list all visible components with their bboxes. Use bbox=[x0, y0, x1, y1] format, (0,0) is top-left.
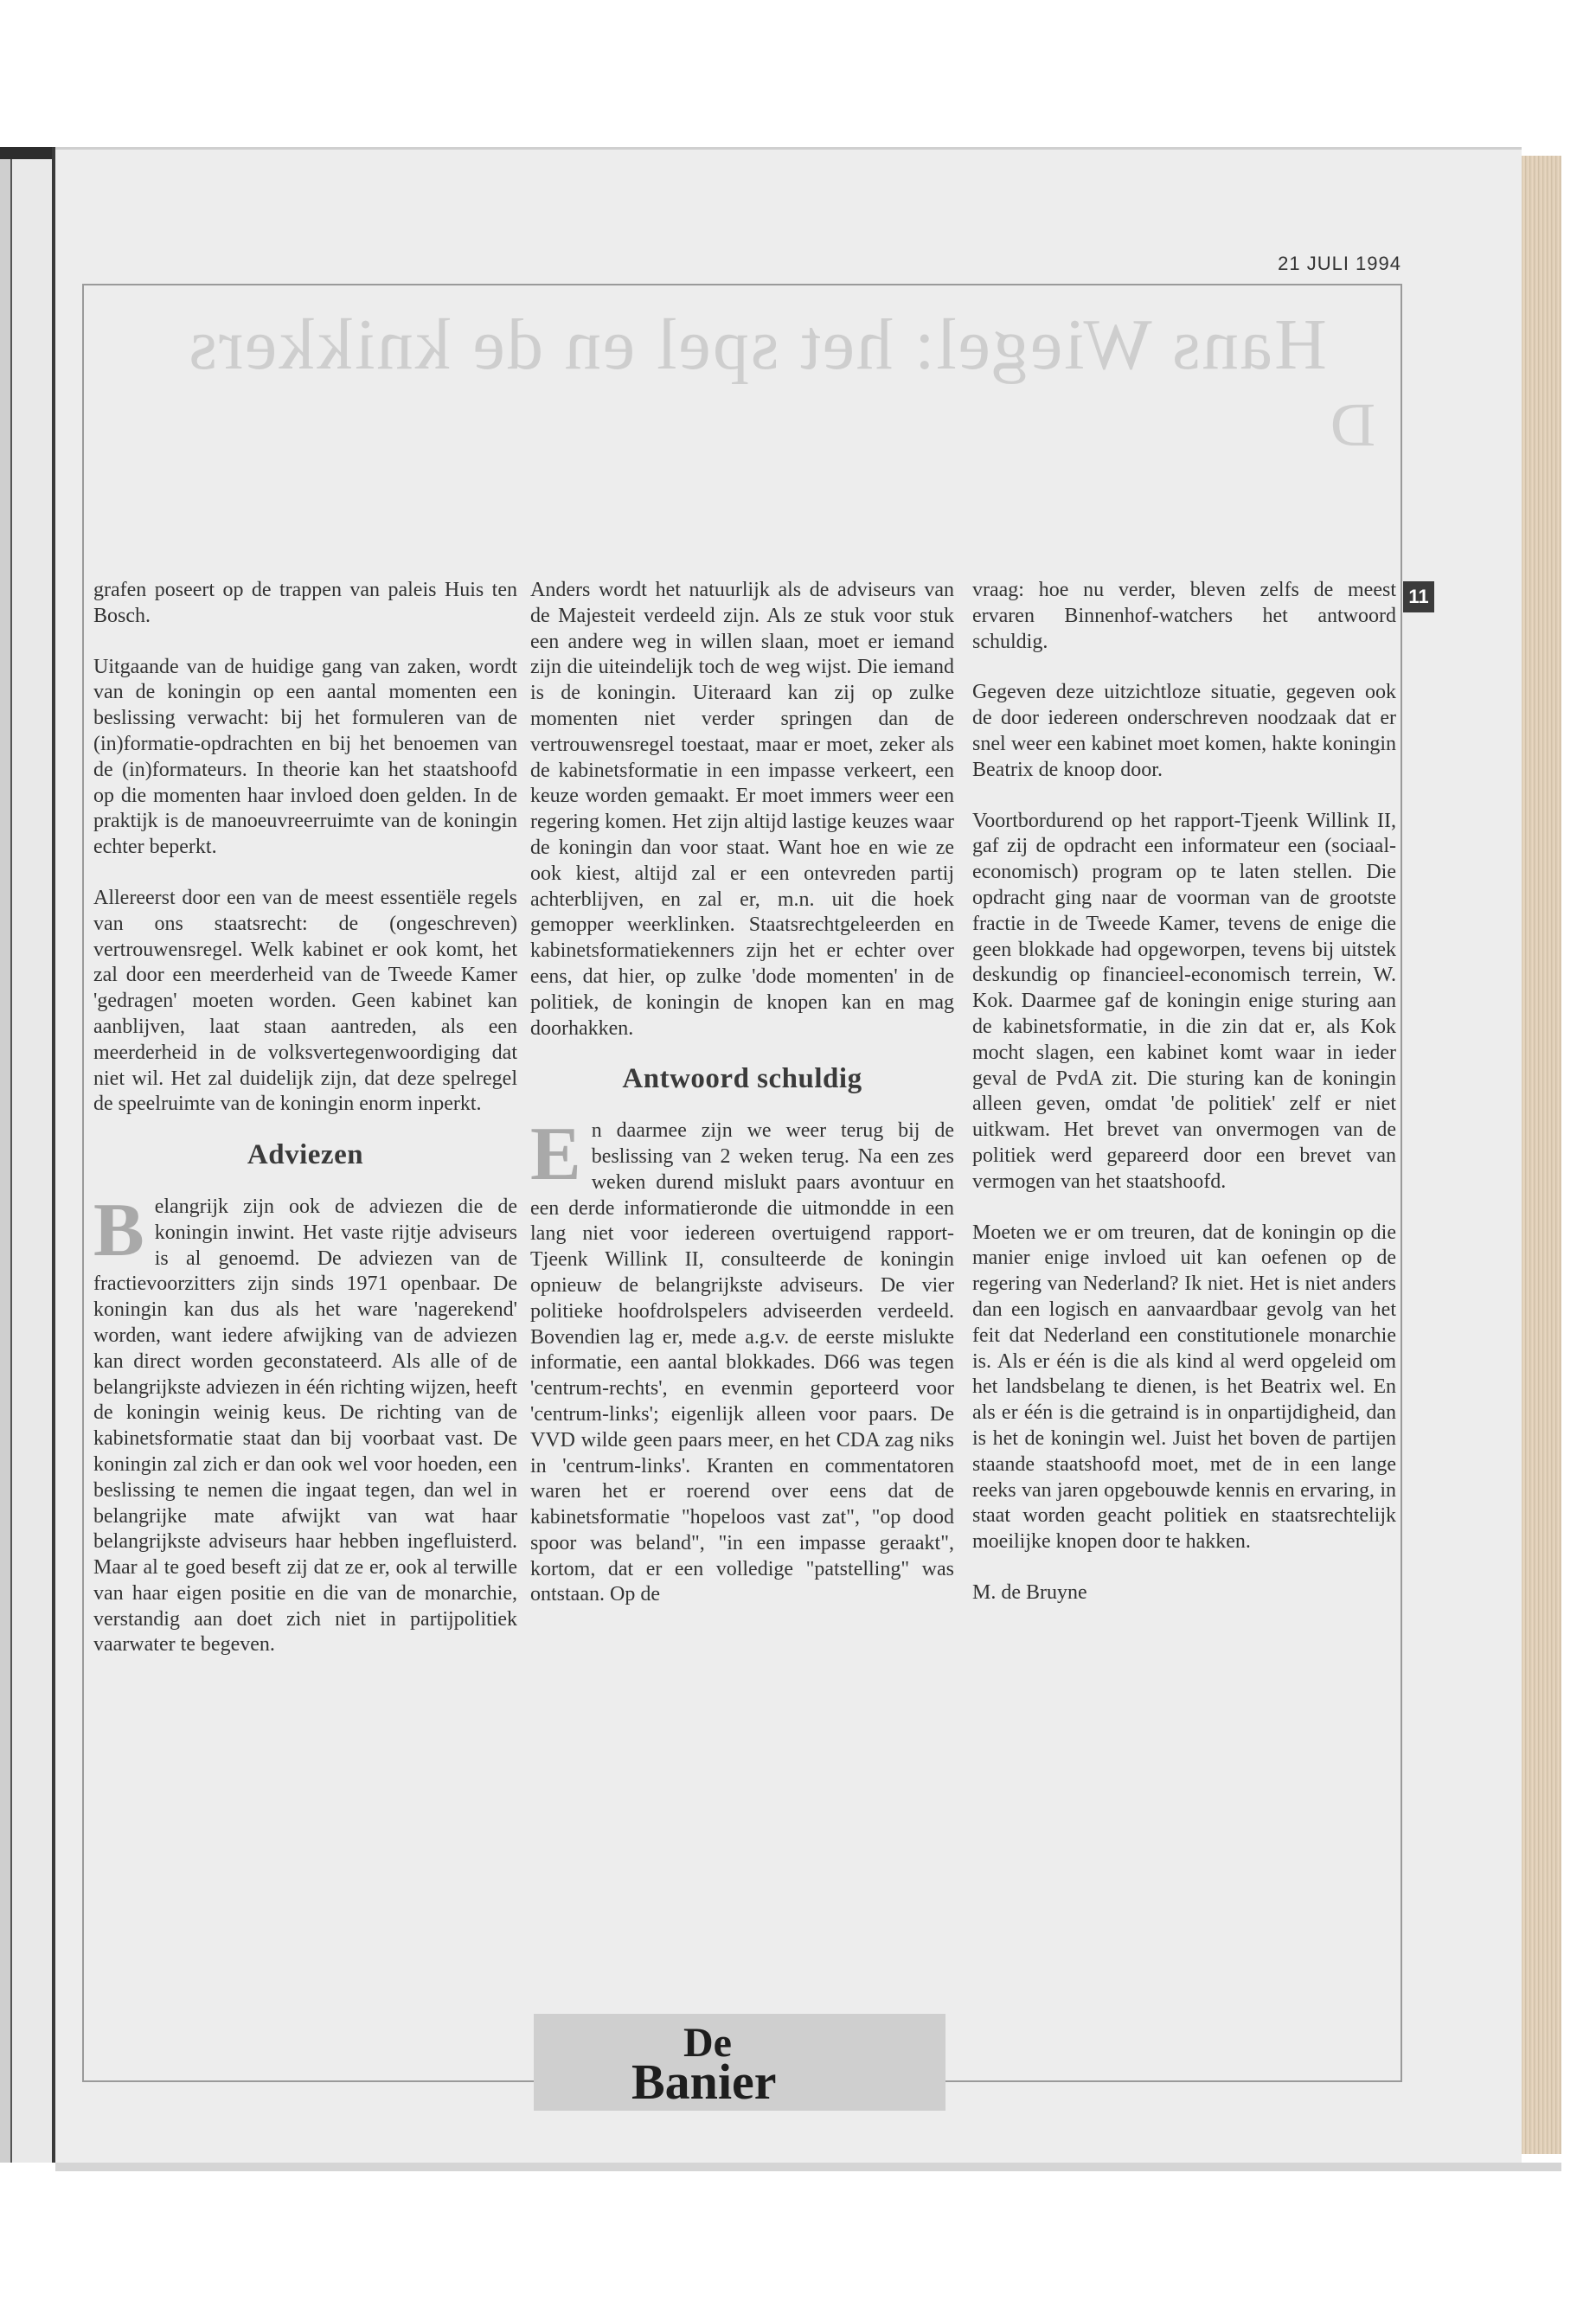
paragraph-with-dropcap bbox=[530, 1112, 954, 1608]
paragraph-with-dropcap bbox=[93, 1188, 517, 1658]
book-left-page-edge bbox=[0, 147, 55, 2163]
paragraph-text: n daarmee zijn we weer terug bij de beslissing van 2 weken terug. Na een zes weken durend mislukt paars avontuur en een derde informatieronde die uitmondde in een lang niet voor iedereen overtuigend rapport-Tjeenk Willink II, consulteerde de koningin opnieuw de belangrijkste adviseurs. De vier politieke hoofdrolspelers adviseerden verdeeld. Bovendien lag er, mede a.g.v. de eerste mislukte informatie, een aantal blokkades. D66 was tegen 'centrum-rechts', en evenmin geporteerd voor 'centrum-links'; eigenlijk alleen voor paars. De VVD wilde geen paars meer, en het CDA zag niks in 'centrum-links'. Kranten en commentatoren waren het er roerend over eens dat de kabinetsformatie "hopeloos vast zat", "op dood spoor was beland", "in een impasse geraakt", kortom, dat er een volledige "patstelling" was ontstaan. Op de bbox=[530, 1119, 954, 1606]
page-stack-edge bbox=[1522, 156, 1561, 2154]
paragraph: grafen poseert op de trappen van paleis Huis ten Bosch. bbox=[93, 579, 517, 627]
drop-cap: E bbox=[530, 1112, 581, 1197]
paragraph-text: elangrijk zijn ook de adviezen die de koningin inwint. Het vaste rijtje adviseurs is al genoemd. De adviezen van de fractievoorzitters zijn sinds 1971 openbaar. De koningin kan dus als het ware 'nagerekend' worden, want iedere afwijking van de adviezen kan direct worden geconstateerd. Als alle of de belangrijkste adviezen in één richting wijzen, heeft de koningin weinig keus. De richting van de kabinetsformatie staat dan bij voorbaat vast. De koningin zal zich er dan ook wel voor hoeden, een beslissing te nemen die ingaat tegen, dan wel in belangrijke mate afwijkt van wat haar belangrijkste adviseurs haar hebben ingefluisterd. Maar al te goed beseft zij dat ze er, ook al terwille van haar eigen positie en die van de monarchie, verstandig aan doet zich niet in partijpolitiek vaarwater te begeven. bbox=[93, 1195, 517, 1657]
subheading-adviezen: Adviezen bbox=[247, 1139, 364, 1171]
article-column-1 bbox=[93, 578, 517, 1683]
paragraph: Allereerst door een van de meest essentiële regels van ons staatsrecht: de (ongeschreven) vertrouwensregel. Welk kabinet er ook komt, het zal door een meerderheid van de Tweede Kamer 'gedragen' moeten worden. Geen kabinet kan aanblijven, laat staan aantreden, als een meerderheid in de volksvertegenwoordiging dat niet wil. Het zal duidelijk zijn, dat deze spelregel de speelruimte van de koningin enorm inperkt. bbox=[93, 886, 517, 1116]
author-signature: M. de Bruyne bbox=[972, 1580, 1087, 1604]
logo-de-banier-line2: Banier bbox=[631, 2054, 777, 2110]
spine-mark bbox=[0, 147, 52, 159]
paragraph: Gegeven deze uitzichtloze situatie, gegeven ook de door iedereen onderschreven noodzaak dat er snel weer een kabinet moet komen, hakte koningin Beatrix de knoop door. bbox=[972, 681, 1396, 781]
paragraph: Anders wordt het natuurlijk als de adviseurs van de Majesteit verdeeld zijn. Als ze stuk voor stuk een andere weg in willen slaan, moet er iemand zijn die uiteindelijk toch de weg wijst. Die iemand is de koningin. Uiteraard kan zij op zulke momenten niet verder springen dan de vertrouwensregel toestaat, maar er moet, zeker als de kabinetsformatie in een impasse verkeert, een keuze worden gemaakt. Er moet immers weer een regering komen. Het zijn altijd lastige keuzes waar de koningin dan voor staat. Want hoe en wie ze ook kiest, altijd zal er een ontevreden partij achterblijven, en zal er, m.n. uit die hoek gemopper weerklinken. Staatsrechtgeleerden en kabinetsformatiekenners zijn het er echter over eens, dat hier, op zulke 'dode momenten' in de politiek, de koningin de knopen kan en mag doorhakken. bbox=[530, 579, 954, 1040]
article-column-2 bbox=[530, 578, 954, 1633]
show-through-title: Hans Wiegel: het spel en de knikkers bbox=[187, 304, 1327, 385]
page-number: 11 bbox=[1403, 581, 1434, 612]
paragraph: Uitgaande van de huidige gang van zaken, wordt van de koningin op een aantal momenten een beslissing verwacht: bij het formuleren van de (in)formatie-opdrachten en bij het benoemen van de (in)formateurs. In theorie kan het staatshoofd op die momenten haar invloed doen gelden. In de praktijk is de manoeuvreerruimte van de koningin echter beperkt. bbox=[93, 655, 517, 859]
paragraph: Moeten we er om treuren, dat de koningin op die manier enige invloed uit kan oefenen op de regering van Nederland? Ik niet. Het is niet anders dan een logisch en aanvaardbaar gevolg van het feit dat Nederland een constitutionele monarchie is. Als er één is die als kind al werd opgeleid om het landsbelang te dienen, is het Beatrix wel. En als er één is die getraind is in onpartijdigheid, dan is het de koningin wel. Juist het boven de partijen staande staatshoofd moet, met de in een lange reeks van jaren opgebouwde kennis en ervaring, in staat worden geacht politiek en staatsrechtelijk moeilijke knopen door te hakken. bbox=[972, 1221, 1396, 1554]
article-column-3 bbox=[972, 578, 1396, 1631]
subheading-antwoord-schuldig: Antwoord schuldig bbox=[622, 1063, 862, 1095]
show-through-letter: D bbox=[1330, 390, 1375, 459]
drop-cap: B bbox=[93, 1188, 144, 1272]
paragraph: Voortbordurend op het rapport-Tjeenk Willink II, gaf zij de opdracht een informateur een (sociaal-economisch) program op te laten stellen. Die opdracht ging naar de voorman van de grootste fractie in de Tweede Kamer, tevens de enige die geen blokkade had opgeworpen, tevens bij uitstek deskundig op financieel-economisch terrein, W. Kok. Daarmee gaf de koningin enige sturing aan de kabinetsformatie, in die zin dat er, als Kok mocht slagen, een kabinet komt waar in ieder geval de PvdA zit. Die sturing kan de koningin alleen geven, omdat 'de politiek' zelf er niet uitkwam. Het brevet van onvermogen van de politiek werd gepareerd door een brevet van vermogen van het staatshoofd. bbox=[972, 809, 1396, 1193]
paragraph: vraag: hoe nu verder, bleven zelfs de meest ervaren Binnenhof-watchers het antwoord schuldig. bbox=[972, 579, 1396, 653]
logo-de-banier-line1: De bbox=[683, 2020, 732, 2066]
page-bottom-shadow bbox=[55, 2163, 1561, 2171]
issue-date: 21 JULI 1994 bbox=[1278, 253, 1401, 274]
